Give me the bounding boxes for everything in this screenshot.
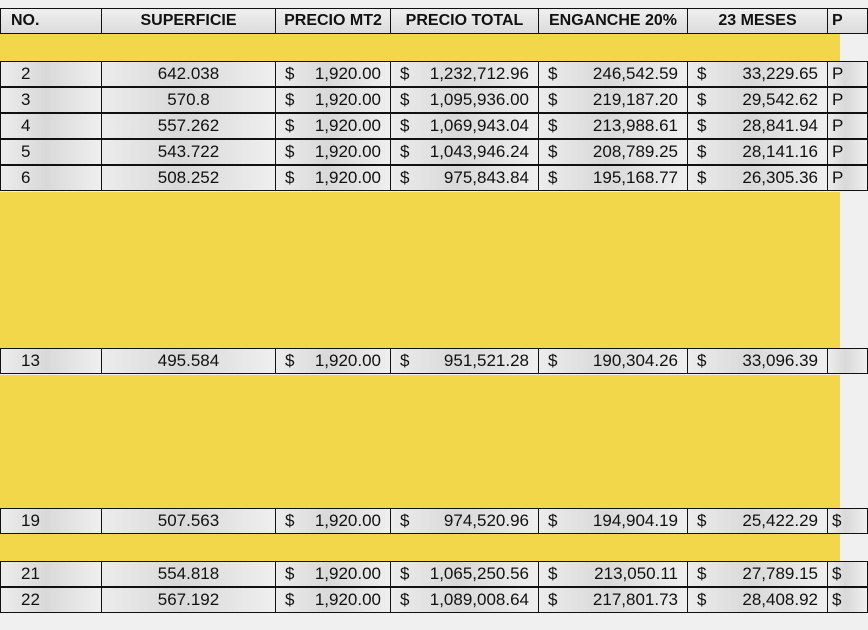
currency-symbol: $: [400, 564, 410, 583]
currency-symbol: $: [548, 564, 558, 583]
currency-symbol: $: [285, 168, 295, 187]
currency-symbol: $: [285, 564, 295, 583]
cell-meses[interactable]: [688, 348, 828, 374]
cell-extra[interactable]: P: [828, 87, 868, 113]
cell-no[interactable]: 4: [0, 113, 102, 139]
amount: 1,920.00: [314, 142, 381, 161]
amount: 28,141.16: [742, 142, 818, 161]
currency-symbol: $: [400, 64, 410, 83]
header-meses[interactable]: 23 MESES: [688, 8, 828, 34]
cell-meses[interactable]: [688, 87, 828, 113]
cell-precio-total[interactable]: [391, 508, 539, 534]
amount: 1,920.00: [314, 590, 381, 609]
header-precio-mt2[interactable]: PRECIO MT2: [276, 8, 391, 34]
cell-precio-mt2[interactable]: [276, 61, 391, 87]
cell-enganche[interactable]: [539, 508, 688, 534]
currency-symbol: $: [285, 590, 295, 609]
amount: 190,304.26: [592, 351, 678, 370]
amount: 194,904.19: [592, 511, 678, 530]
cell-superficie[interactable]: 554.818: [102, 561, 276, 587]
cell-enganche[interactable]: [539, 139, 688, 165]
cell-superficie[interactable]: 507.563: [102, 508, 276, 534]
amount: 25,422.29: [742, 511, 818, 530]
cell-extra[interactable]: $: [828, 561, 868, 587]
highlight-band: [0, 534, 840, 561]
currency-symbol: $: [400, 116, 410, 135]
header-extra[interactable]: P: [828, 8, 868, 34]
currency-symbol: $: [697, 564, 707, 583]
cell-precio-total[interactable]: [391, 113, 539, 139]
currency-symbol: $: [548, 590, 558, 609]
currency-symbol: $: [548, 168, 558, 187]
cell-precio-total[interactable]: [391, 348, 539, 374]
amount: 1,920.00: [314, 64, 381, 83]
cell-extra[interactable]: $: [828, 508, 868, 534]
table-row: [0, 87, 844, 113]
table-row: [0, 61, 844, 87]
currency-symbol: $: [548, 511, 558, 530]
table-row: [0, 561, 840, 587]
amount: 1,095,936.00: [429, 90, 529, 109]
amount: 219,187.20: [592, 90, 678, 109]
cell-precio-mt2[interactable]: [276, 508, 391, 534]
amount: 1,069,943.04: [429, 116, 529, 135]
currency-symbol: $: [400, 351, 410, 370]
cell-superficie[interactable]: 642.038: [102, 61, 276, 87]
cell-extra[interactable]: P: [828, 165, 868, 191]
cell-precio-total[interactable]: [391, 587, 539, 613]
table-row: [0, 587, 840, 613]
cell-no[interactable]: 21: [0, 561, 102, 587]
cell-precio-mt2[interactable]: [276, 139, 391, 165]
cell-enganche[interactable]: [539, 87, 688, 113]
table-row: [0, 139, 844, 165]
amount: 1,232,712.96: [429, 64, 529, 83]
cell-no[interactable]: 13: [0, 348, 102, 374]
cell-precio-total[interactable]: [391, 165, 539, 191]
cell-no[interactable]: 6: [0, 165, 102, 191]
amount: 1,920.00: [314, 168, 381, 187]
currency-symbol: $: [548, 116, 558, 135]
currency-symbol: $: [697, 116, 707, 135]
cell-no[interactable]: 3: [0, 87, 102, 113]
cell-meses[interactable]: [688, 113, 828, 139]
currency-symbol: $: [285, 142, 295, 161]
cell-superficie[interactable]: 557.262: [102, 113, 276, 139]
amount: 1,920.00: [314, 564, 381, 583]
table-row: [0, 165, 844, 191]
cell-enganche[interactable]: [539, 561, 688, 587]
cell-superficie[interactable]: 567.192: [102, 587, 276, 613]
cell-precio-mt2[interactable]: [276, 113, 391, 139]
header-precio-total[interactable]: PRECIO TOTAL: [391, 8, 539, 34]
amount: 27,789.15: [742, 564, 818, 583]
cell-superficie[interactable]: 570.8: [102, 87, 276, 113]
amount: 26,305.36: [742, 168, 818, 187]
highlight-band: [0, 34, 840, 61]
cell-superficie[interactable]: 495.584: [102, 348, 276, 374]
cell-precio-mt2[interactable]: [276, 348, 391, 374]
currency-symbol: $: [697, 64, 707, 83]
cell-enganche[interactable]: [539, 113, 688, 139]
amount: 33,229.65: [742, 64, 818, 83]
header-superficie[interactable]: SUPERFICIE: [102, 8, 276, 34]
cell-meses[interactable]: [688, 61, 828, 87]
table-row: [0, 348, 840, 374]
amount: 1,920.00: [314, 90, 381, 109]
cell-superficie[interactable]: 508.252: [102, 165, 276, 191]
amount: 213,050.11: [594, 564, 678, 583]
amount: 29,542.62: [742, 90, 818, 109]
currency-symbol: $: [697, 511, 707, 530]
amount: 1,043,946.24: [429, 142, 529, 161]
cell-meses[interactable]: [688, 139, 828, 165]
amount: 1,065,250.56: [429, 564, 529, 583]
amount: 1,920.00: [314, 511, 381, 530]
currency-symbol: $: [285, 511, 295, 530]
cell-precio-total[interactable]: [391, 561, 539, 587]
cell-enganche[interactable]: [539, 587, 688, 613]
highlight-band: [0, 375, 840, 508]
cell-no[interactable]: 5: [0, 139, 102, 165]
amount: 246,542.59: [592, 64, 678, 83]
currency-symbol: $: [400, 142, 410, 161]
cell-precio-mt2[interactable]: [276, 587, 391, 613]
currency-symbol: $: [285, 90, 295, 109]
highlight-band: [0, 192, 840, 348]
header-enganche[interactable]: ENGANCHE 20%: [539, 8, 688, 34]
cell-extra[interactable]: P: [828, 113, 868, 139]
cell-meses[interactable]: [688, 587, 828, 613]
cell-precio-total[interactable]: [391, 139, 539, 165]
currency-symbol: $: [548, 351, 558, 370]
amount: 213,988.61: [592, 116, 678, 135]
cell-precio-mt2[interactable]: [276, 561, 391, 587]
cell-precio-mt2[interactable]: [276, 165, 391, 191]
currency-symbol: $: [697, 351, 707, 370]
amount: 195,168.77: [592, 168, 678, 187]
amount: 975,843.84: [443, 168, 529, 187]
amount: 974,520.96: [443, 511, 529, 530]
currency-symbol: $: [548, 64, 558, 83]
cell-enganche[interactable]: [539, 165, 688, 191]
table-row: [0, 508, 840, 534]
cell-precio-total[interactable]: [391, 87, 539, 113]
amount: 1,920.00: [314, 351, 381, 370]
amount: 28,841.94: [742, 116, 818, 135]
amount: 28,408.92: [742, 590, 818, 609]
currency-symbol: $: [285, 351, 295, 370]
currency-symbol: $: [285, 64, 295, 83]
cell-meses[interactable]: [688, 508, 828, 534]
cell-extra[interactable]: $: [828, 587, 868, 613]
amount: 1,089,008.64: [429, 590, 529, 609]
cell-no[interactable]: 2: [0, 61, 102, 87]
amount: 217,801.73: [592, 590, 678, 609]
cell-extra[interactable]: [828, 348, 868, 374]
cell-precio-mt2[interactable]: [276, 87, 391, 113]
currency-symbol: $: [400, 168, 410, 187]
cell-extra[interactable]: P: [828, 61, 868, 87]
cell-extra[interactable]: P: [828, 139, 868, 165]
currency-symbol: $: [400, 590, 410, 609]
cell-meses[interactable]: [688, 165, 828, 191]
cell-no[interactable]: 22: [0, 587, 102, 613]
currency-symbol: $: [548, 90, 558, 109]
amount: 951,521.28: [443, 351, 529, 370]
table-header-row: [0, 8, 843, 34]
cell-meses[interactable]: [688, 561, 828, 587]
header-no[interactable]: NO.: [0, 8, 102, 34]
currency-symbol: $: [400, 511, 410, 530]
cell-superficie[interactable]: 543.722: [102, 139, 276, 165]
currency-symbol: $: [548, 142, 558, 161]
currency-symbol: $: [697, 142, 707, 161]
amount: 33,096.39: [742, 351, 818, 370]
amount: 1,920.00: [314, 116, 381, 135]
cell-no[interactable]: 19: [0, 508, 102, 534]
amount: 208,789.25: [592, 142, 678, 161]
cell-precio-total[interactable]: [391, 61, 539, 87]
cell-enganche[interactable]: [539, 61, 688, 87]
currency-symbol: $: [697, 168, 707, 187]
cell-enganche[interactable]: [539, 348, 688, 374]
currency-symbol: $: [400, 90, 410, 109]
currency-symbol: $: [697, 590, 707, 609]
currency-symbol: $: [285, 116, 295, 135]
table-row: [0, 113, 844, 139]
currency-symbol: $: [697, 90, 707, 109]
